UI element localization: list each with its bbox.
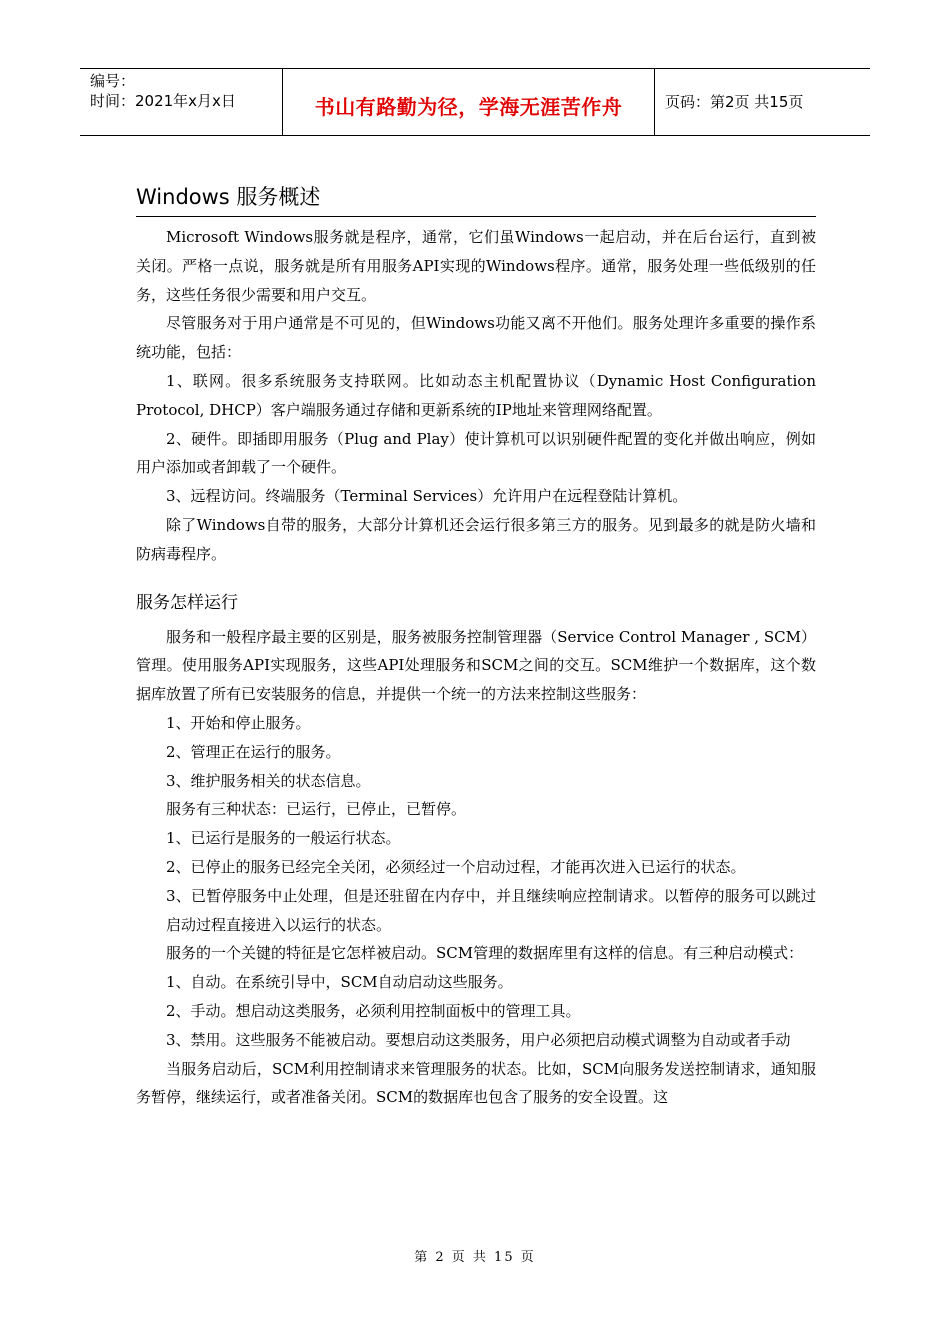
list-item: 3、维护服务相关的状态信息。 (166, 771, 371, 790)
list-item: 2、手动。想启动这类服务，必须利用控制面板中的管理工具。 (166, 1001, 581, 1020)
header-motto: 书山有路勤为径，学海无涯苦作舟 (314, 94, 623, 119)
header-motto-cell (282, 69, 655, 135)
section-title-how-services-run: 服务怎样运行 (136, 592, 238, 613)
document-date: 时间：2021年x月x日 (90, 92, 236, 110)
document-body (136, 180, 816, 1112)
list-item: 2、已停止的服务已经完全关闭，必须经过一个启动过程，才能再次进入已运行的状态。 (166, 857, 746, 876)
paragraph: 2、硬件。即插即用服务（Plug and Play）使计算机可以识别硬件配置的变化并做出响应，例如用户添加或者卸载了一个硬件。 (136, 429, 816, 477)
page-header (80, 68, 870, 136)
paragraph: 服务有三种状态：已运行，已停止，已暂停。 (166, 800, 467, 819)
paragraph: Microsoft Windows服务就是程序，通常，它们虽Windows一起启动，并在后台运行，直到被关闭。严格一点说，服务就是所有用服务API实现的Windows程序。通常，服务处理一些低级别的任务，这些任务很少需要和用户交互。 (136, 228, 816, 304)
paragraph: 服务的一个关键的特征是它怎样被启动。SCM管理的数据库里有这样的信息。有三种启动模式： (166, 944, 804, 963)
paragraph: 1、联网。很多系统服务支持联网。比如动态主机配置协议（Dynamic Host Configuration Protocol, DHCP）客户端服务通过存储和更新系统的IP地址来管理网络配置。 (136, 371, 816, 419)
section-overview-text (136, 223, 816, 569)
section-title-overview: Windows 服务概述 (136, 180, 816, 217)
header-meta (80, 69, 282, 135)
paragraph: 当服务启动后，SCM利用控制请求来管理服务的状态。比如，SCM向服务发送控制请求，通知服务暂停，继续运行，或者准备关闭。SCM的数据库也包含了服务的安全设置。这 (136, 1059, 816, 1107)
paragraph: 除了Windows自带的服务，大部分计算机还会运行很多第三方的服务。见到最多的就是防火墙和防病毒程序。 (136, 515, 816, 563)
paragraph: 尽管服务对于用户通常是不可见的，但Windows功能又离不开他们。服务处理许多重要的操作系统功能，包括： (136, 314, 816, 362)
page-footer: 第 2 页 共 15 页 (414, 1250, 536, 1265)
header-page-info-cell (655, 69, 870, 135)
paragraph: 3、远程访问。终端服务（Terminal Services）允许用户在远程登陆计算机。 (166, 487, 688, 506)
list-item: 3、禁用。这些服务不能被启动。要想启动这类服务，用户必须把启动模式调整为自动或者手动 (166, 1030, 791, 1049)
list-item: 1、已运行是服务的一般运行状态。 (166, 829, 401, 848)
header-page-info: 页码：第2页 共15页 (665, 92, 804, 111)
document-number-label: 编号： (90, 72, 136, 90)
section-how-services-run-text (136, 623, 816, 1113)
list-item: 1、自动。在系统引导中，SCM自动启动这些服务。 (166, 973, 513, 992)
list-item: 3、已暂停服务中止处理，但是还驻留在内存中，并且继续响应控制请求。以暂停的服务可以跳过启动过程直接进入以运行的状态。 (166, 886, 816, 934)
paragraph: 服务和一般程序最主要的区别是，服务被服务控制管理器（Service Control Manager , SCM）管理。使用服务API实现服务，这些API处理服务和SCM之间的交互。SCM维护一个数据库，这个数据库放置了所有已安装服务的信息，并提供一个统一的方法来控制这些服务： (136, 627, 816, 704)
list-item: 1、开始和停止服务。 (166, 713, 311, 732)
list-item: 2、管理正在运行的服务。 (166, 742, 341, 761)
